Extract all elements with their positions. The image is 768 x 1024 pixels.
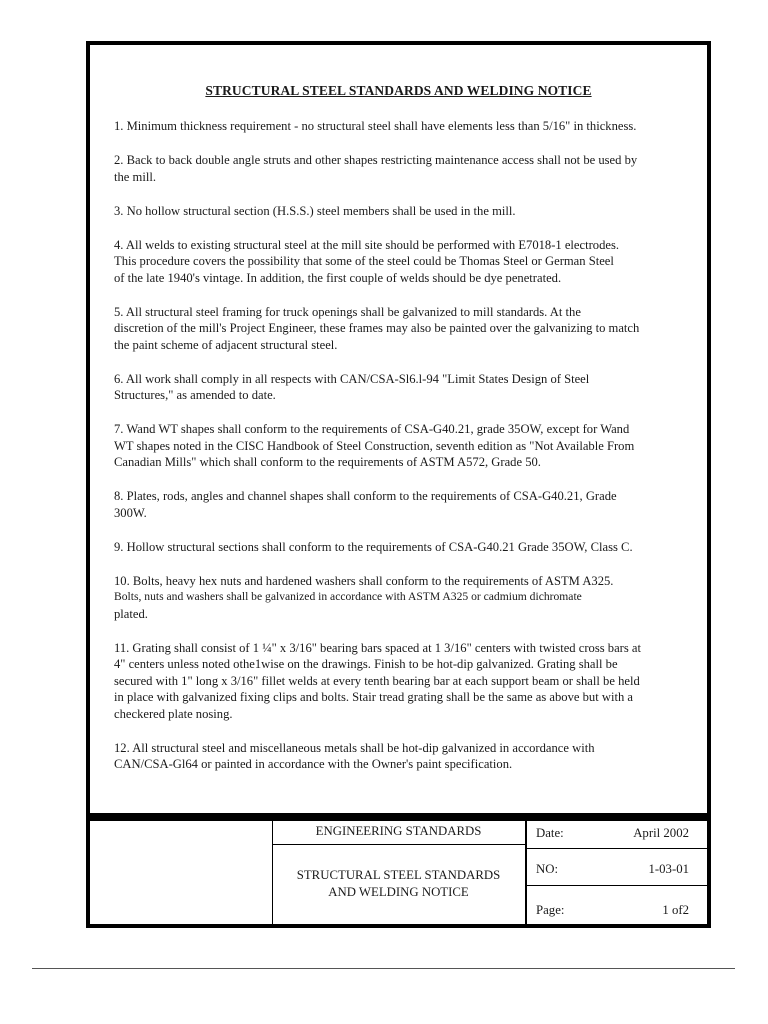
document-title-line: STRUCTURAL STEEL STANDARDS xyxy=(296,868,501,882)
paragraph-line: WT shapes noted in the CISC Handbook of Steel Construction, seventh edition as "Not Available From xyxy=(114,438,635,453)
paragraph-3 xyxy=(114,203,683,220)
notice-body xyxy=(90,45,707,815)
paragraph-12 xyxy=(114,740,683,773)
paragraph-line: 9. Hollow structural sections shall conform to the requirements of CSA-G40.21 Grade 35OW, Class C. xyxy=(114,539,633,554)
paragraph-2 xyxy=(114,152,683,185)
section-name: ENGINEERING STANDARDS xyxy=(315,824,482,838)
paragraph-line: 2. Back to back double angle struts and other shapes restricting maintenance access shall not be used by xyxy=(114,153,638,167)
paragraph-line: 3. No hollow structural section (H.S.S.) steel members shall be used in the mill. xyxy=(114,203,516,218)
paragraph-line: 4" centers unless noted othe1wise on the drawings. Finish to be hot-dip galvanized. Grating shall be xyxy=(114,657,618,671)
paragraph-line: 10. Bolts, heavy hex nuts and hardened washers shall conform to the requirements of ASTM A325. xyxy=(114,573,614,588)
document-frame xyxy=(86,41,711,928)
document-title-line: AND WELDING NOTICE xyxy=(328,885,469,899)
paragraph-line: 1. Minimum thickness requirement - no structural steel shall have elements less than 5/16" in thickness. xyxy=(114,119,637,133)
paragraph-line: CAN/CSA-Gl64 or painted in accordance with the Owner's paint specification. xyxy=(114,757,513,771)
paragraph-line: 8. Plates, rods, angles and channel shapes shall conform to the requirements of CSA-G40.21, Grade xyxy=(114,489,617,503)
paragraph-4 xyxy=(114,237,683,287)
date-value: April 2002 xyxy=(633,826,689,840)
paragraph-line: the mill. xyxy=(114,169,156,184)
paragraph-line: secured with 1" long x 3/16" fillet welds at every tenth bearing bar at each support beam or shall be held xyxy=(114,673,640,688)
paragraph-5 xyxy=(114,304,683,354)
paragraph-1 xyxy=(114,118,683,135)
paragraph-line: checkered plate nosing. xyxy=(114,706,233,721)
paragraph-line: plated. xyxy=(114,606,148,621)
paragraph-line: Canadian Mills" which shall conform to the requirements of ASTM A572, Grade 50. xyxy=(114,455,541,469)
paragraph-9 xyxy=(114,539,683,556)
page-footer-rule xyxy=(32,968,735,969)
paragraph-line: discretion of the mill's Project Engineer, these frames may also be painted over the galvanizing to match xyxy=(114,321,640,335)
paragraph-line: 300W. xyxy=(114,505,147,520)
number-label: NO: xyxy=(536,862,559,876)
title-block-rule xyxy=(525,821,527,924)
paragraph-line: 6. All work shall comply in all respects with CAN/CSA-Sl6.l-94 "Limit States Design of Steel xyxy=(114,371,590,386)
title-block-rule xyxy=(525,848,707,849)
date-label: Date: xyxy=(536,826,564,840)
document-title-cell xyxy=(272,867,525,901)
paragraph-line: the paint scheme of adjacent structural steel. xyxy=(114,337,338,352)
page-value: 1 of2 xyxy=(662,903,689,917)
paragraph-line: Bolts, nuts and washers shall be galvanized in accordance with ASTM A325 or cadmium dichromate xyxy=(114,590,582,603)
paragraph-line: 11. Grating shall consist of 1 ¼" x 3/16" bearing bars spaced at 1 3/16" centers with twisted cross bars at xyxy=(114,640,641,655)
paragraph-line: of the late 1940's vintage. In addition, the first couple of welds should be dye penetrated. xyxy=(114,270,562,285)
paragraph-line: in place with galvanized fixing clips and bolts. Stair tread grating shall be the same as above but with a xyxy=(114,690,634,704)
title-block-rule xyxy=(525,885,707,886)
paragraph-line: 12. All structural steel and miscellaneous metals shall be hot-dip galvanized in accordance with xyxy=(114,740,595,755)
paragraph-line: 7. Wand WT shapes shall conform to the requirements of CSA-G40.21, grade 35OW, except for Wand xyxy=(114,422,630,436)
title-block-rule xyxy=(272,844,525,845)
paragraph-line: Structures," as amended to date. xyxy=(114,388,276,402)
paragraph-11 xyxy=(114,640,683,723)
number-value: 1-03-01 xyxy=(648,862,689,876)
paragraph-line: 4. All welds to existing structural steel at the mill site should be performed with E7018-1 electrodes. xyxy=(114,237,620,252)
paragraph-line: 5. All structural steel framing for truck openings shall be galvanized to mill standards. At the xyxy=(114,304,581,319)
title-block xyxy=(90,821,707,924)
page-label: Page: xyxy=(536,903,565,917)
title-block-divider xyxy=(90,813,707,821)
paragraph-line: This procedure covers the possibility that some of the steel could be Thomas Steel or German Steel xyxy=(114,254,614,268)
paragraph-8 xyxy=(114,488,683,521)
paragraph-10 xyxy=(114,573,683,623)
paragraph-6 xyxy=(114,371,683,404)
paragraph-7 xyxy=(114,421,683,471)
notice-title: STRUCTURAL STEEL STANDARDS AND WELDING NOTICE xyxy=(205,83,592,98)
